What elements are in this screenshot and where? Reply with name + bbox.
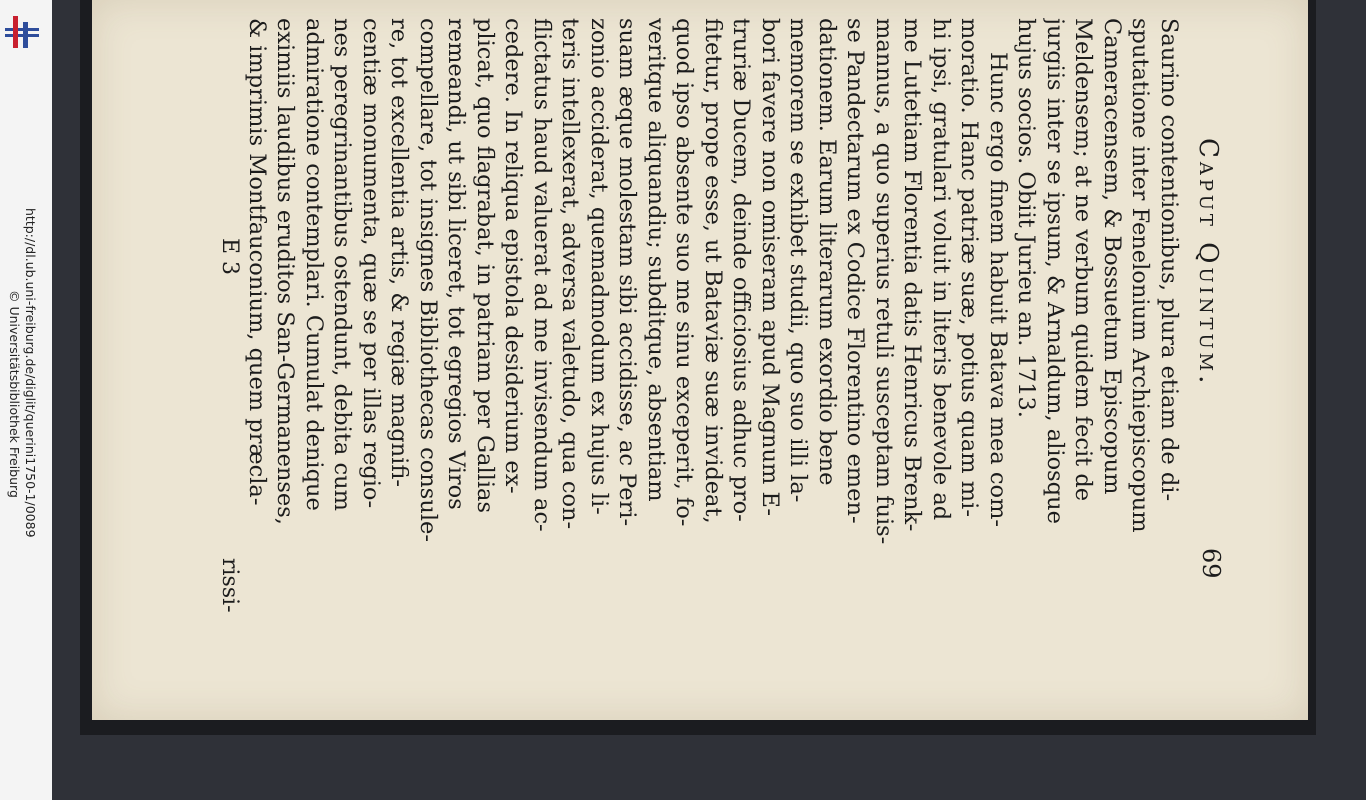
text-line: Hunc ergo finem habuit Batava mea com- — [985, 52, 1011, 528]
text-line: teris intellexerat, adversa valetudo, qua con- — [557, 18, 584, 530]
text-line: dationem. Earum literarum exordio bene — [814, 18, 840, 486]
text-line: me Lutetiam Florentia datis Henricus Brenk- — [899, 18, 926, 532]
scan-right-edge — [1356, 0, 1366, 800]
running-head: Caput Quintum. — [1193, 138, 1223, 388]
text-line: hi ipsi, gratulari voluit in literis benevole ad — [928, 18, 954, 521]
text-line: cedere. In reliqua epistola desiderium ex- — [500, 18, 527, 494]
text-line: re, tot excellentia artis, & regiæ magnifi- — [386, 18, 413, 487]
text-line: se Pandectarum ex Codice Florentino emen- — [842, 18, 869, 524]
text-line: moratio. Hanc patriæ suæ, potius quam mi- — [956, 18, 983, 517]
page-footer — [211, 18, 243, 618]
text-line: mannus, a quo superius retuli susceptam fuis- — [871, 18, 897, 545]
text-line: Cameracensem, & Bossuetum Episcopum — [1099, 18, 1125, 495]
text-line: admiratione contemplari. Cumulat denique — [301, 18, 327, 511]
text-line: bori favere non omiseram apud Magnum E- — [757, 18, 783, 516]
text-line: & imprimis Montfauconium, quem præcla- — [244, 18, 270, 506]
page-header — [1183, 18, 1225, 618]
page-text-block — [217, 18, 1225, 618]
text-line: Meldensem; at ne verbum quidem fecit de — [1070, 18, 1097, 502]
university-library-logo-icon — [3, 14, 41, 50]
text-line: Saurino contentionibus, plura etiam de di- — [1156, 18, 1182, 502]
catchword: rissi- — [217, 558, 243, 613]
text-line: sputatione inter Fenelonium Archiepiscopum — [1127, 18, 1154, 533]
page-number: 69 — [1197, 548, 1225, 579]
copyright-notice: © Universitätsbibliothek Freiburg — [7, 290, 22, 498]
text-line: jurgiis inter se ipsum, & Arnaldum, aliosque — [1042, 18, 1068, 524]
text-line: centiæ monumenta, quæ se per illas regio- — [358, 18, 384, 509]
text-line: memorem se exhibet studii, quo suo illi la- — [785, 18, 812, 503]
text-line: eximiis laudibus eruditos San-Germanenses, — [272, 18, 299, 525]
text-line: veritque aliquandiu; subditque, absentiam — [643, 18, 669, 502]
text-line: plicat, quo flagrabat, in patriam per Gallias — [472, 18, 498, 514]
text-line: hujus socios. Obiit Jurieu an. 1713. — [1013, 18, 1040, 418]
text-line: zonio acciderat, quemadmodum ex hujus li- — [586, 18, 612, 515]
signature-mark: E 3 — [217, 238, 243, 276]
viewer-sidebar — [0, 0, 53, 800]
text-line: remeandi, ut sibi liceret, tot egregios Viros — [443, 18, 470, 510]
document-url[interactable]: http://dl.ub.uni-freiburg.de/diglit/querini1750-1/0089 — [23, 208, 38, 538]
text-line: quod ipso absente suo me sinu exceperit, fo- — [671, 18, 698, 527]
body-text — [243, 18, 1184, 618]
text-line: nes peregrinantibus ostendunt, debita cum — [329, 18, 356, 511]
text-line: fitetur, prope esse, ut Bataviæ suæ invideat, — [700, 18, 726, 524]
text-line: truriæ Ducem, deinde officiosius adhuc pro- — [728, 18, 755, 522]
text-line: suam æque molestam sibi accidisse, ac Peri- — [614, 18, 641, 527]
text-line: flictatus haud valuerat ad me invisendum ac- — [529, 18, 555, 532]
text-line: compellare, tot insignes Bibliothecas consule- — [415, 18, 441, 542]
